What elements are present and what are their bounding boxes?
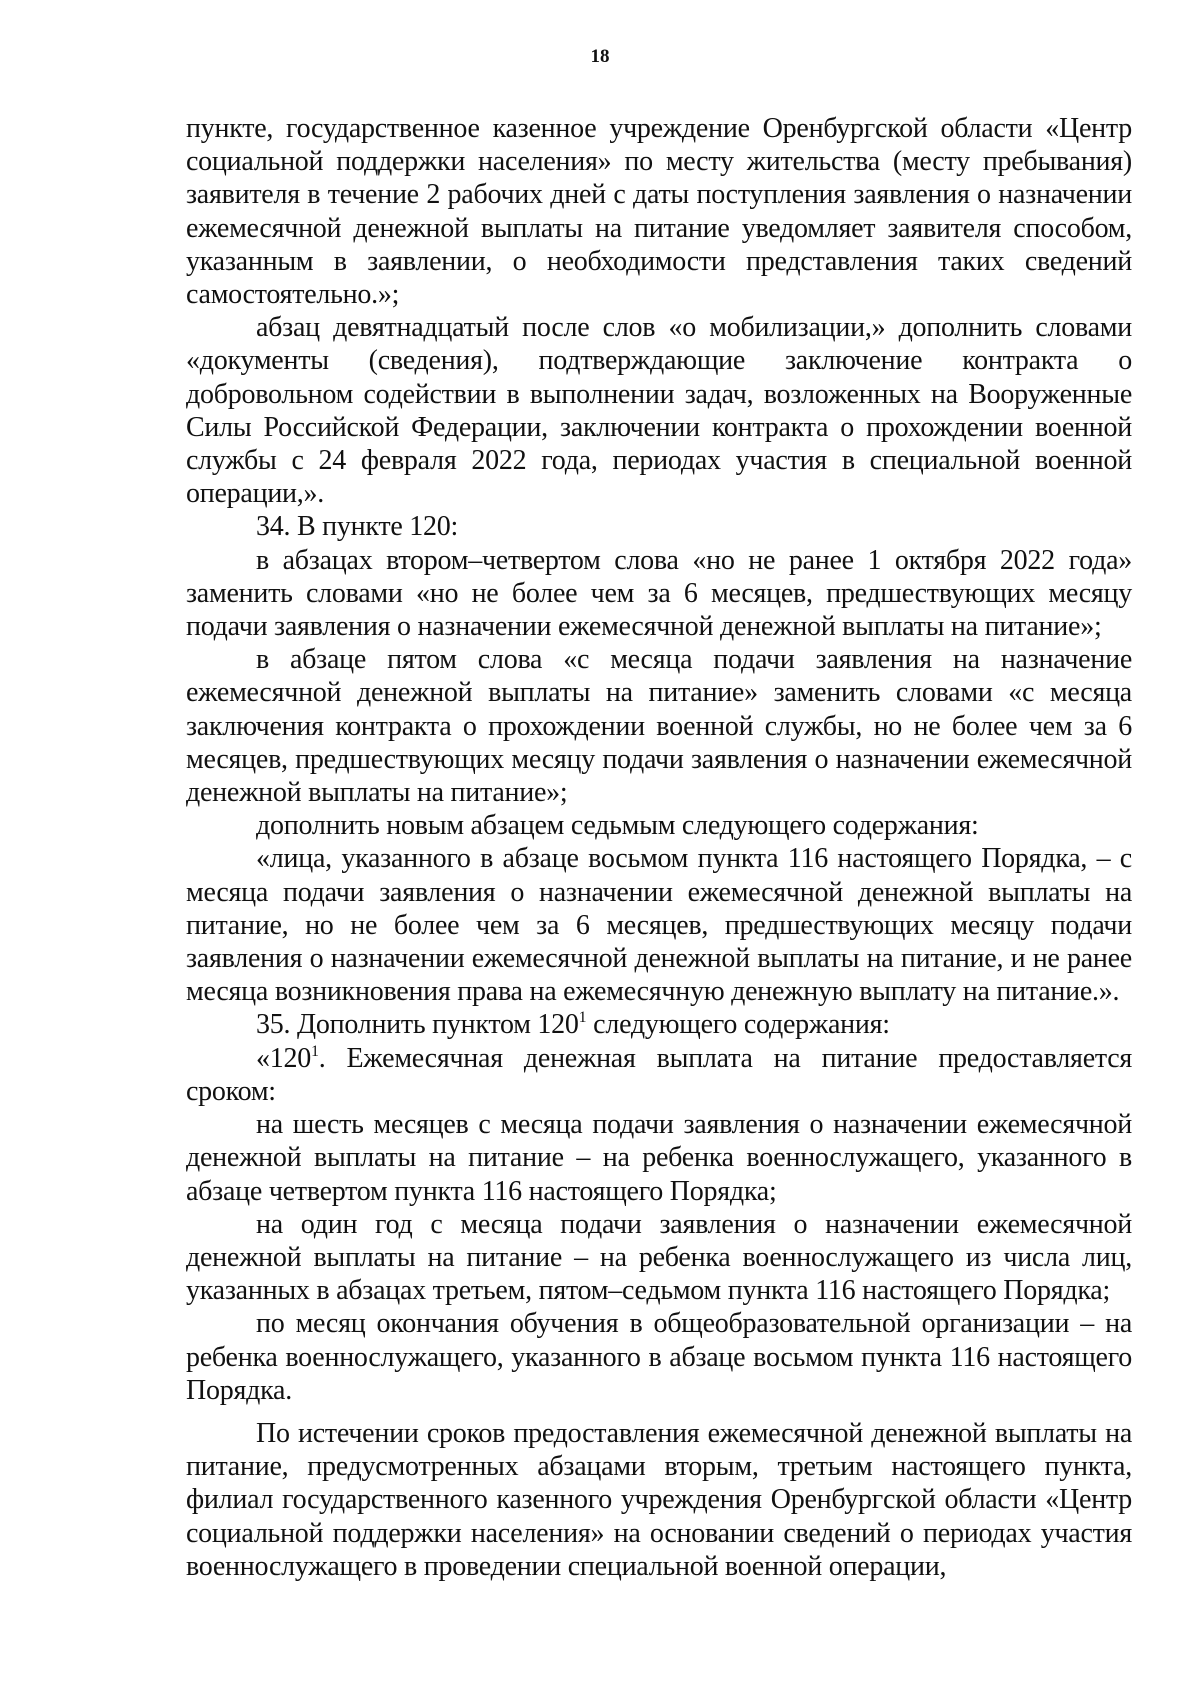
- paragraph: абзац девятнадцатый после слов «о мобилизации,» дополнить словами «документы (сведения), подтверждающие заключение контракта о добровольном содействии в выполнении задач, возложенных на Вооруженные Силы Российской Федерации, заключении контракта о прохождении военной службы с 24 февраля 2022 года, периодах участия в специальной военной операции,».: [186, 312, 1132, 510]
- paragraph: «лица, указанного в абзаце восьмом пункта 116 настоящего Порядка, – с месяца подачи заявления о назначении ежемесячной денежной выплаты на питание, но не более чем за 6 месяцев, предшествующих месяцу подачи заявления о назначении ежемесячной денежной выплаты на питание, и не ранее месяца возникновения права на ежемесячную денежную выплату на питание.».: [186, 843, 1132, 1008]
- paragraph: дополнить новым абзацем седьмым следующего содержания:: [256, 810, 979, 842]
- paragraph-text: «120: [256, 1042, 311, 1074]
- paragraph: 34. В пункте 120:: [256, 511, 459, 543]
- paragraph-item-120-1: [186, 1042, 1132, 1108]
- page-number: 18: [590, 46, 610, 67]
- paragraph: по месяц окончания обучения в общеобразовательной организации – на ребенка военнослужащего, указанного в абзаце восьмом пункта 116 настоящего Порядка.: [186, 1308, 1132, 1406]
- paragraph: в абзаце пятом слова «с месяца подачи заявления на назначение ежемесячной денежной выплаты на питание» заменить словами «с месяца заключения контракта о прохождении военной службы, но не более чем за 6 месяцев, предшествующих месяцу подачи заявления о назначении ежемесячной денежной выплаты на питание»;: [186, 644, 1132, 809]
- paragraph-text: . Ежемесячная денежная выплата на питание предоставляется сроком:: [186, 1042, 1132, 1107]
- document-body: [186, 112, 1132, 1583]
- superscript: 1: [578, 1009, 587, 1027]
- paragraph: По истечении сроков предоставления ежемесячной денежной выплаты на питание, предусмотренных абзацами вторым, третьим настоящего пункта, филиал государственного казенного учреждения Оренбургской области «Центр социальной поддержки населения» на основании сведений о периодах участия военнослужащего в проведении специальной военной операции,: [186, 1417, 1132, 1582]
- paragraph-text: 35. Дополнить пунктом 120: [256, 1009, 579, 1041]
- paragraph-text: следующего содержания:: [586, 1009, 890, 1041]
- paragraph-item-35: [186, 1008, 1132, 1041]
- superscript: 1: [311, 1042, 319, 1060]
- paragraph: пункте, государственное казенное учреждение Оренбургской области «Центр социальной поддержки населения» по месту жительства (месту пребывания) заявителя в течение 2 рабочих дней с даты поступления заявления о назначении ежемесячной денежной выплаты на питание уведомляет заявителя способом, указанным в заявлении, о необходимости представления таких сведений самостоятельно.»;: [186, 113, 1132, 311]
- paragraph: в абзацах втором–четвертом слова «но не ранее 1 октября 2022 года» заменить словами «но не более чем за 6 месяцев, предшествующих месяцу подачи заявления о назначении ежемесячной денежной выплаты на питание»;: [186, 544, 1132, 643]
- paragraph: на один год с месяца подачи заявления о назначении ежемесячной денежной выплаты на питание – на ребенка военнослужащего из числа лиц, указанных в абзацах третьем, пятом–седьмом пункта 116 настоящего Порядка;: [186, 1208, 1132, 1307]
- paragraph: на шесть месяцев с месяца подачи заявления о назначении ежемесячной денежной выплаты на питание – на ребенка военнослужащего, указанного в абзаце четвертом пункта 116 настоящего Порядка;: [186, 1109, 1132, 1207]
